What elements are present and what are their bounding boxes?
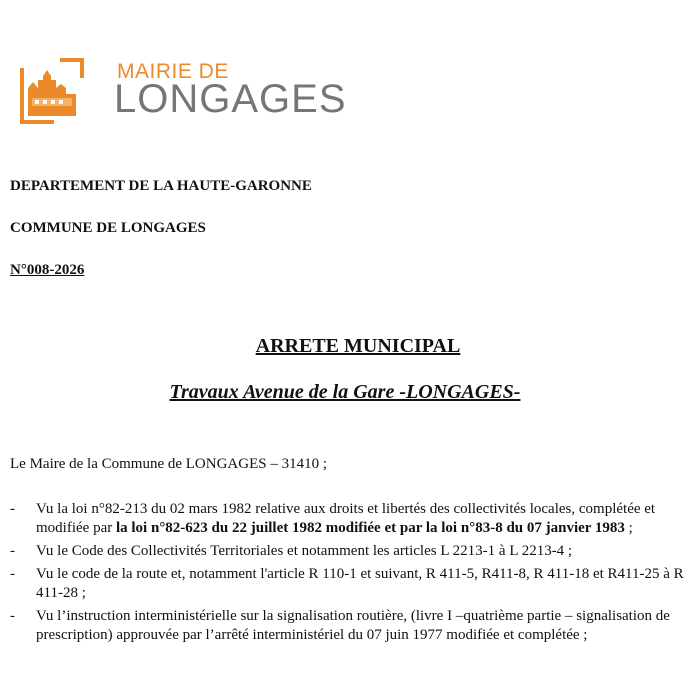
mairie-logo	[20, 58, 347, 128]
intro-line: Le Maire de la Commune de LONGAGES – 31410 ;	[10, 456, 328, 472]
document-title: ARRETE MUNICIPAL	[255, 335, 461, 357]
logo-text-line2: LONGAGES	[114, 77, 347, 121]
consideration-text: Vu l’instruction interministérielle sur la signalisation routière, (livre I –quatrième partie – signalisation de prescription) approuvée par l’arrêté interministériel du 07 juin 1977 modifiée et complétée ;	[36, 608, 670, 643]
list-dash: -	[10, 566, 15, 582]
document-subtitle: Travaux Avenue de la Gare -LONGAGES-	[169, 381, 521, 403]
consideration-item	[10, 607, 692, 645]
arrete-number: N°008-2026	[10, 262, 85, 278]
consideration-text: Vu la loi n°82-213 du 02 mars 1982 relative aux droits et libertés des collectivités locales, complétée et modifiée par	[36, 501, 656, 536]
considerations-list	[10, 500, 692, 649]
consideration-text: Vu le code de la route et, notamment l'article R 110-1 et suivant, R 411-5, R411-8, R 411-18 et R411-25 à R 411-28 ;	[36, 566, 684, 601]
commune-heading: COMMUNE DE LONGAGES	[10, 220, 206, 236]
consideration-item	[10, 542, 692, 561]
list-dash: -	[10, 543, 15, 559]
consideration-text-end: ;	[624, 520, 633, 536]
consideration-item	[10, 565, 692, 603]
town-hall-logo-icon	[20, 58, 84, 124]
list-dash: -	[10, 608, 15, 624]
list-dash: -	[10, 501, 15, 517]
consideration-bold-text: la loi n°82-623 du 22 juillet 1982 modifiée et par la loi n°83-8 du 07 janvier 1983	[115, 520, 625, 536]
consideration-text: Vu le Code des Collectivités Territoriales et notamment les articles L 2213-1 à L 2213-4 ;	[36, 543, 573, 559]
logo-text-line1: MAIRIE DE	[117, 60, 229, 83]
consideration-item	[10, 500, 692, 538]
departement-heading: DEPARTEMENT DE LA HAUTE-GARONNE	[10, 178, 312, 194]
